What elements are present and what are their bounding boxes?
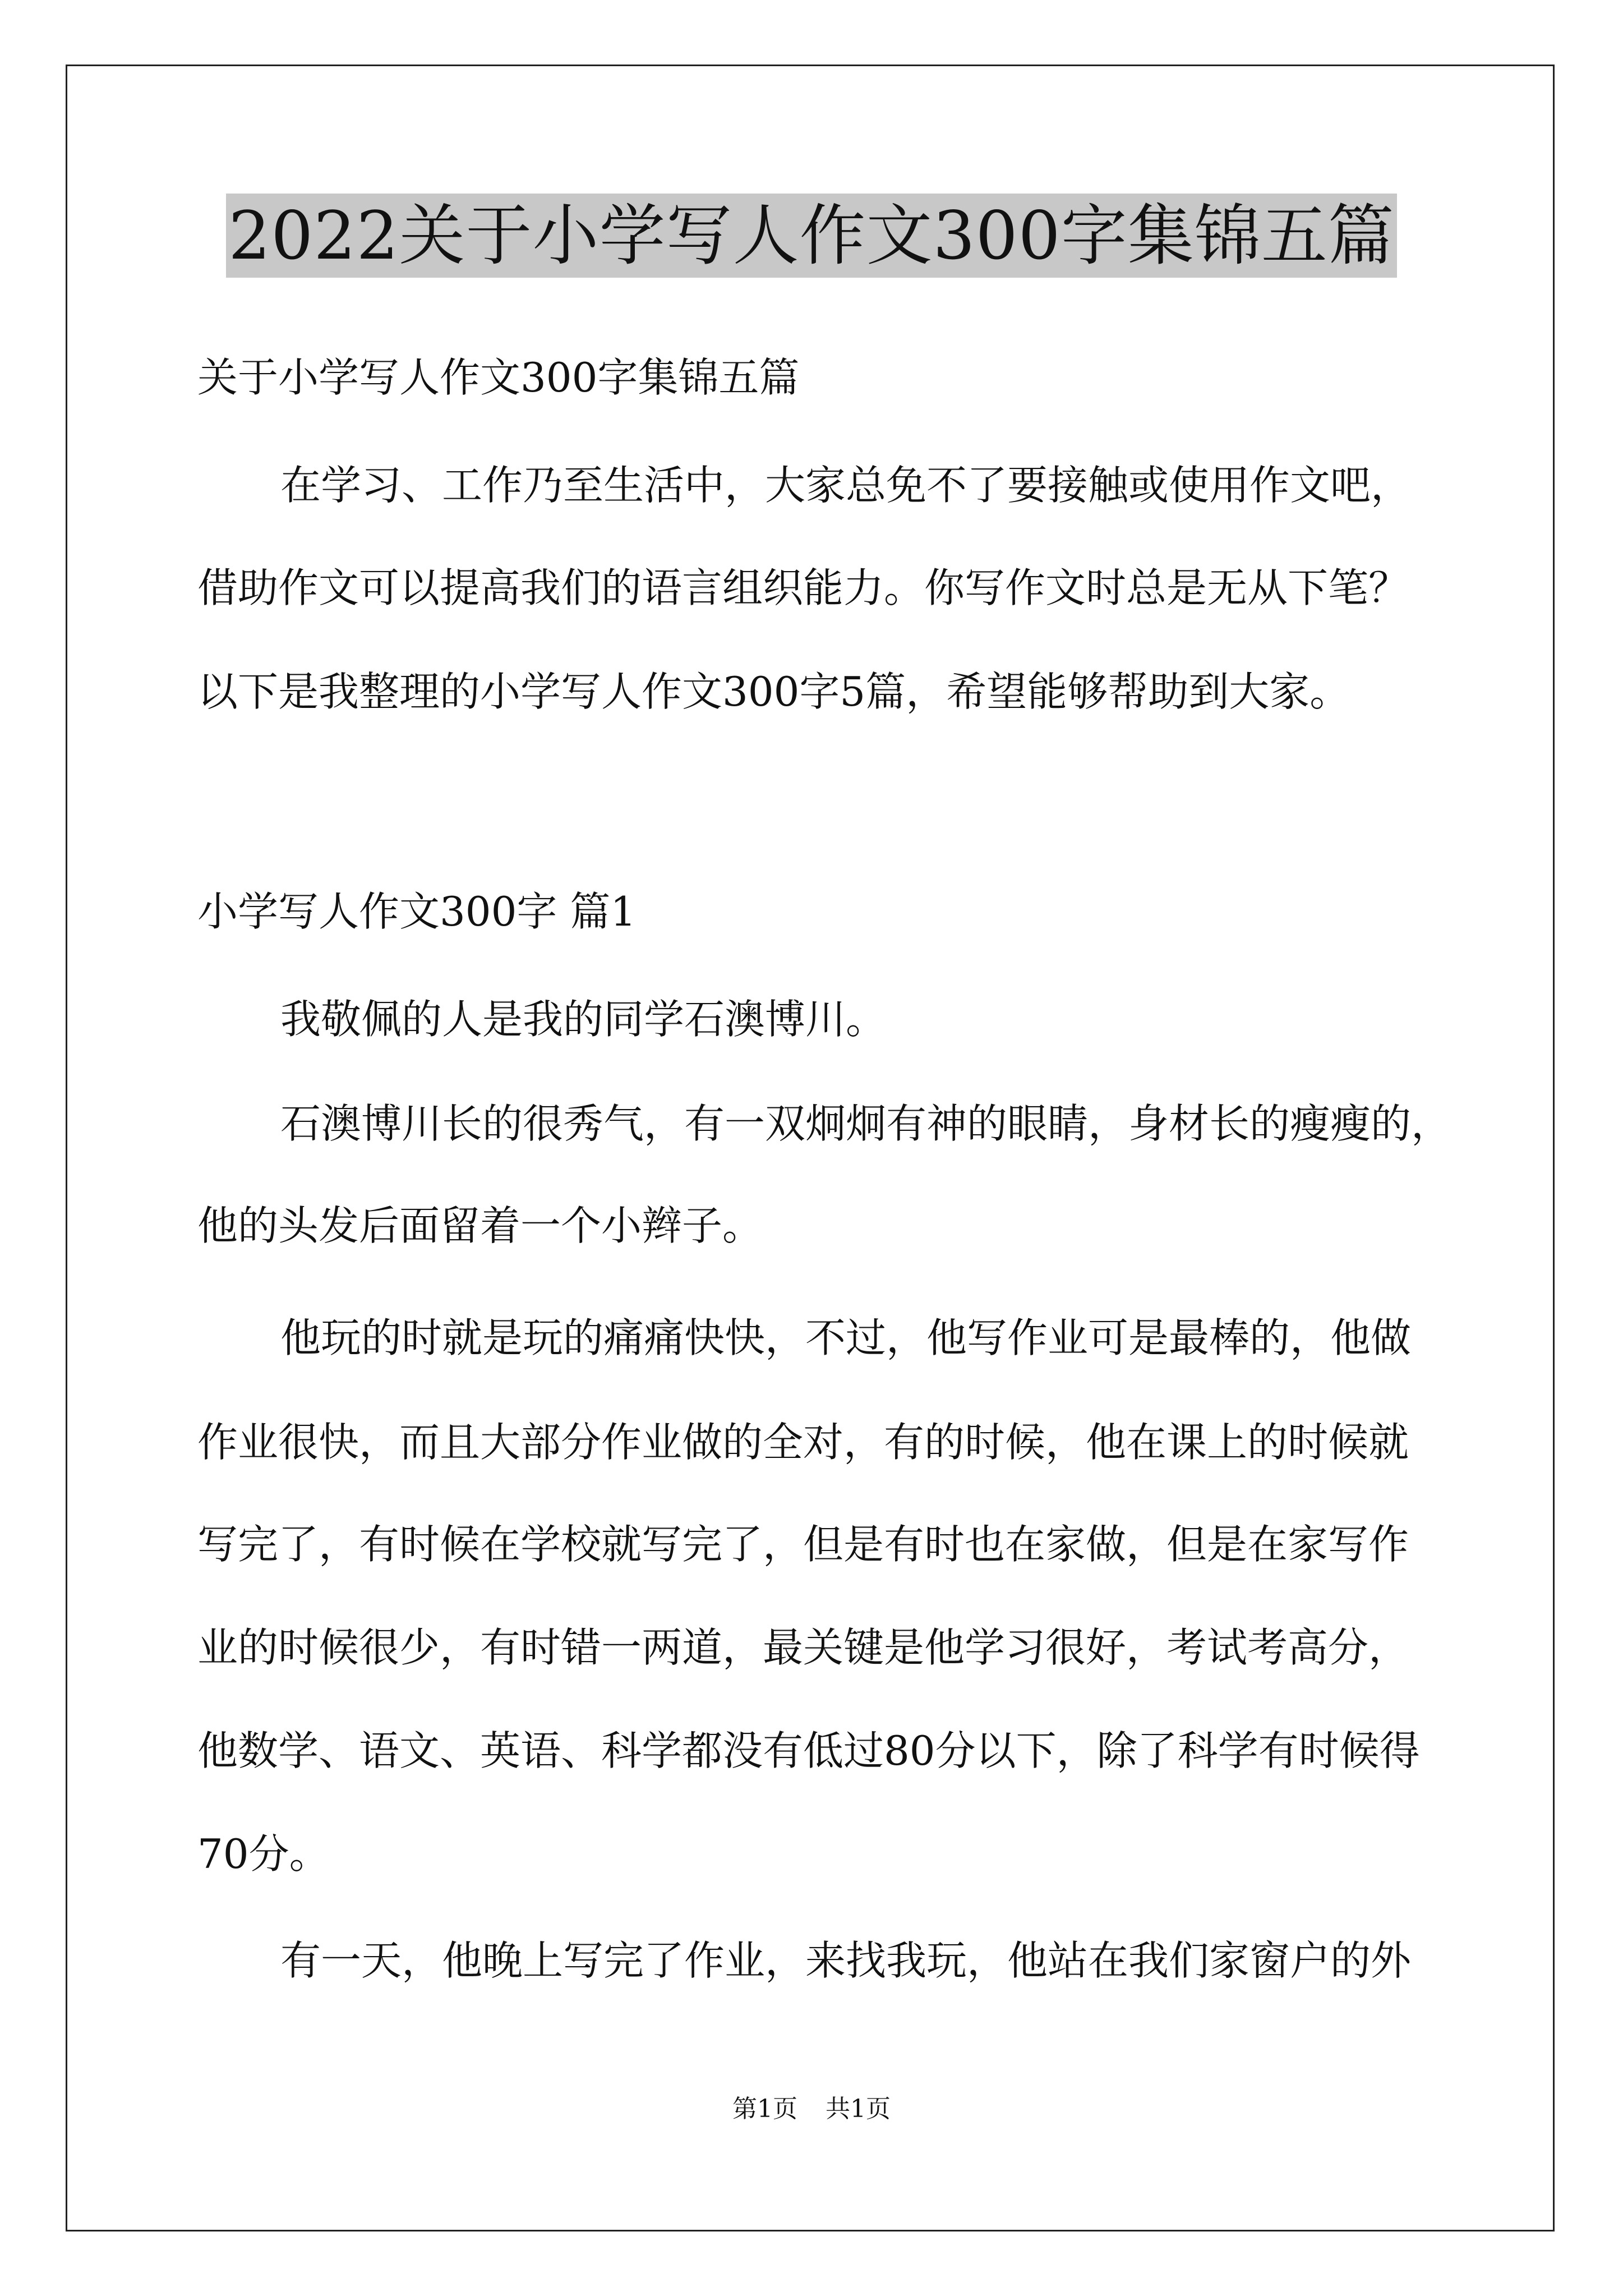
title-container bbox=[0, 194, 1623, 278]
paragraph-line: 有一天，他晚上写完了作业，来找我玩，他站在我们家窗户的外 bbox=[280, 1937, 1412, 1984]
page-number-total: 共1页 bbox=[826, 2095, 891, 2123]
paragraph-line: 我敬佩的人是我的同学石澳博川。 bbox=[280, 996, 887, 1043]
paragraph-line: 他玩的时就是玩的痛痛快快，不过，他写作业可是最棒的，他做 bbox=[280, 1314, 1412, 1361]
section-heading: 小学写人作文300字 篇1 bbox=[197, 888, 637, 935]
paragraph-line: 他数学、语文、英语、科学都没有低过80分以下，除了科学有时候得 bbox=[197, 1727, 1420, 1774]
intro-line: 在学习、工作乃至生活中，大家总免不了要接触或使用作文吧， bbox=[280, 462, 1412, 509]
intro-line: 借助作文可以提高我们的语言组织能力。你写作文时总是无从下笔？ bbox=[197, 564, 1409, 611]
document-subtitle: 关于小学写人作文300字集锦五篇 bbox=[197, 354, 800, 401]
intro-line: 以下是我整理的小学写人作文300字5篇，希望能够帮助到大家。 bbox=[197, 668, 1350, 715]
paragraph-line: 作业很快，而且大部分作业做的全对，有的时候，他在课上的时候就 bbox=[197, 1419, 1409, 1466]
paragraph-line: 写完了，有时候在学校就写完了，但是有时也在家做，但是在家写作 bbox=[197, 1521, 1409, 1568]
page-number-current: 第1页 bbox=[732, 2095, 797, 2123]
document-title: 2022关于小学写人作文300字集锦五篇 bbox=[226, 194, 1397, 278]
paragraph-line: 他的头发后面留着一个小辫子。 bbox=[197, 1202, 763, 1249]
paragraph-line: 70分。 bbox=[197, 1830, 330, 1878]
paragraph-line: 石澳博川长的很秀气，有一双炯炯有神的眼睛，身材长的瘦瘦的， bbox=[280, 1100, 1452, 1147]
page-footer bbox=[0, 2093, 1623, 2125]
paragraph-line: 业的时候很少，有时错一两道，最关键是他学习很好，考试考高分， bbox=[197, 1624, 1409, 1671]
